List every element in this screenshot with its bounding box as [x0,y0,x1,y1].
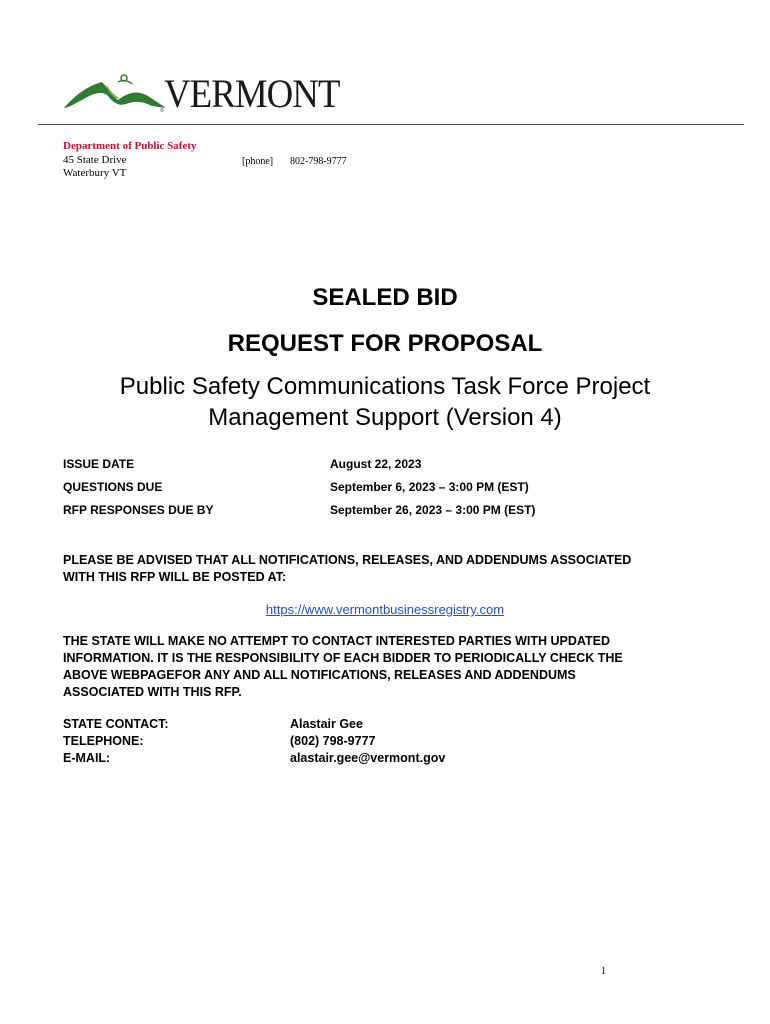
subtitle-line-1: Public Safety Communications Task Force Project [119,373,651,400]
department-name: Department of Public Safety [63,140,197,152]
notice-responsibility-line-2: INFORMATION. IT IS THE RESPONSIBILITY OF EACH BIDDER TO PERIODICALLY CHECK THE [63,651,623,665]
page-number: 1 [601,966,606,977]
svg-text:®: ® [160,108,164,114]
email-value: alastair.gee@vermont.gov [290,751,446,765]
telephone-value: (802) 798-9777 [290,734,376,748]
header-divider [38,124,744,125]
state-contact-name: Alastair Gee [290,717,363,731]
title-request-for-proposal: REQUEST FOR PROPOSAL [227,330,543,357]
address-line-2: Waterbury VT [63,167,127,179]
title-sealed-bid: SEALED BID [312,284,458,311]
notice-responsibility-line-3: ABOVE WEBPAGEFOR ANY AND ALL NOTIFICATIONS, RELEASES AND ADDENDUMS [63,668,576,682]
email-label: E-MAIL: [63,751,111,765]
notice-responsibility-line-4: ASSOCIATED WITH THIS RFP. [63,685,242,699]
notice-posting [63,552,713,586]
subtitle-line-2: Management Support (Version 4) [208,404,562,431]
issue-date-label: ISSUE DATE [63,457,135,471]
vermont-logo [62,70,342,116]
questions-due-value: September 6, 2023 – 3:00 PM (EST) [330,480,529,494]
phone-number: 802-798-9777 [290,156,347,167]
notice-posting-line-2: WITH THIS RFP WILL BE POSTED AT: [63,570,287,584]
phone-label: [phone] [242,156,274,167]
responses-due-value: September 26, 2023 – 3:00 PM (EST) [330,503,536,517]
vermont-mountain-icon [62,70,172,116]
notice-responsibility-line-1: THE STATE WILL MAKE NO ATTEMPT TO CONTACT INTERESTED PARTIES WITH UPDATED [63,634,610,648]
registry-link[interactable]: https://www.vermontbusinessregistry.com [265,602,505,617]
logo-wordmark: VERMONT [164,71,340,116]
notice-posting-line-1: PLEASE BE ADVISED THAT ALL NOTIFICATIONS, RELEASES, AND ADDENDUMS ASSOCIATED [63,553,632,567]
issue-date-value: August 22, 2023 [330,457,422,471]
address-line-1: 45 State Drive [63,154,127,166]
responses-due-label: RFP RESPONSES DUE BY [63,503,214,517]
state-contact-label: STATE CONTACT: [63,717,169,731]
questions-due-label: QUESTIONS DUE [63,480,163,494]
telephone-label: TELEPHONE: [63,734,144,748]
notice-responsibility [63,633,713,701]
